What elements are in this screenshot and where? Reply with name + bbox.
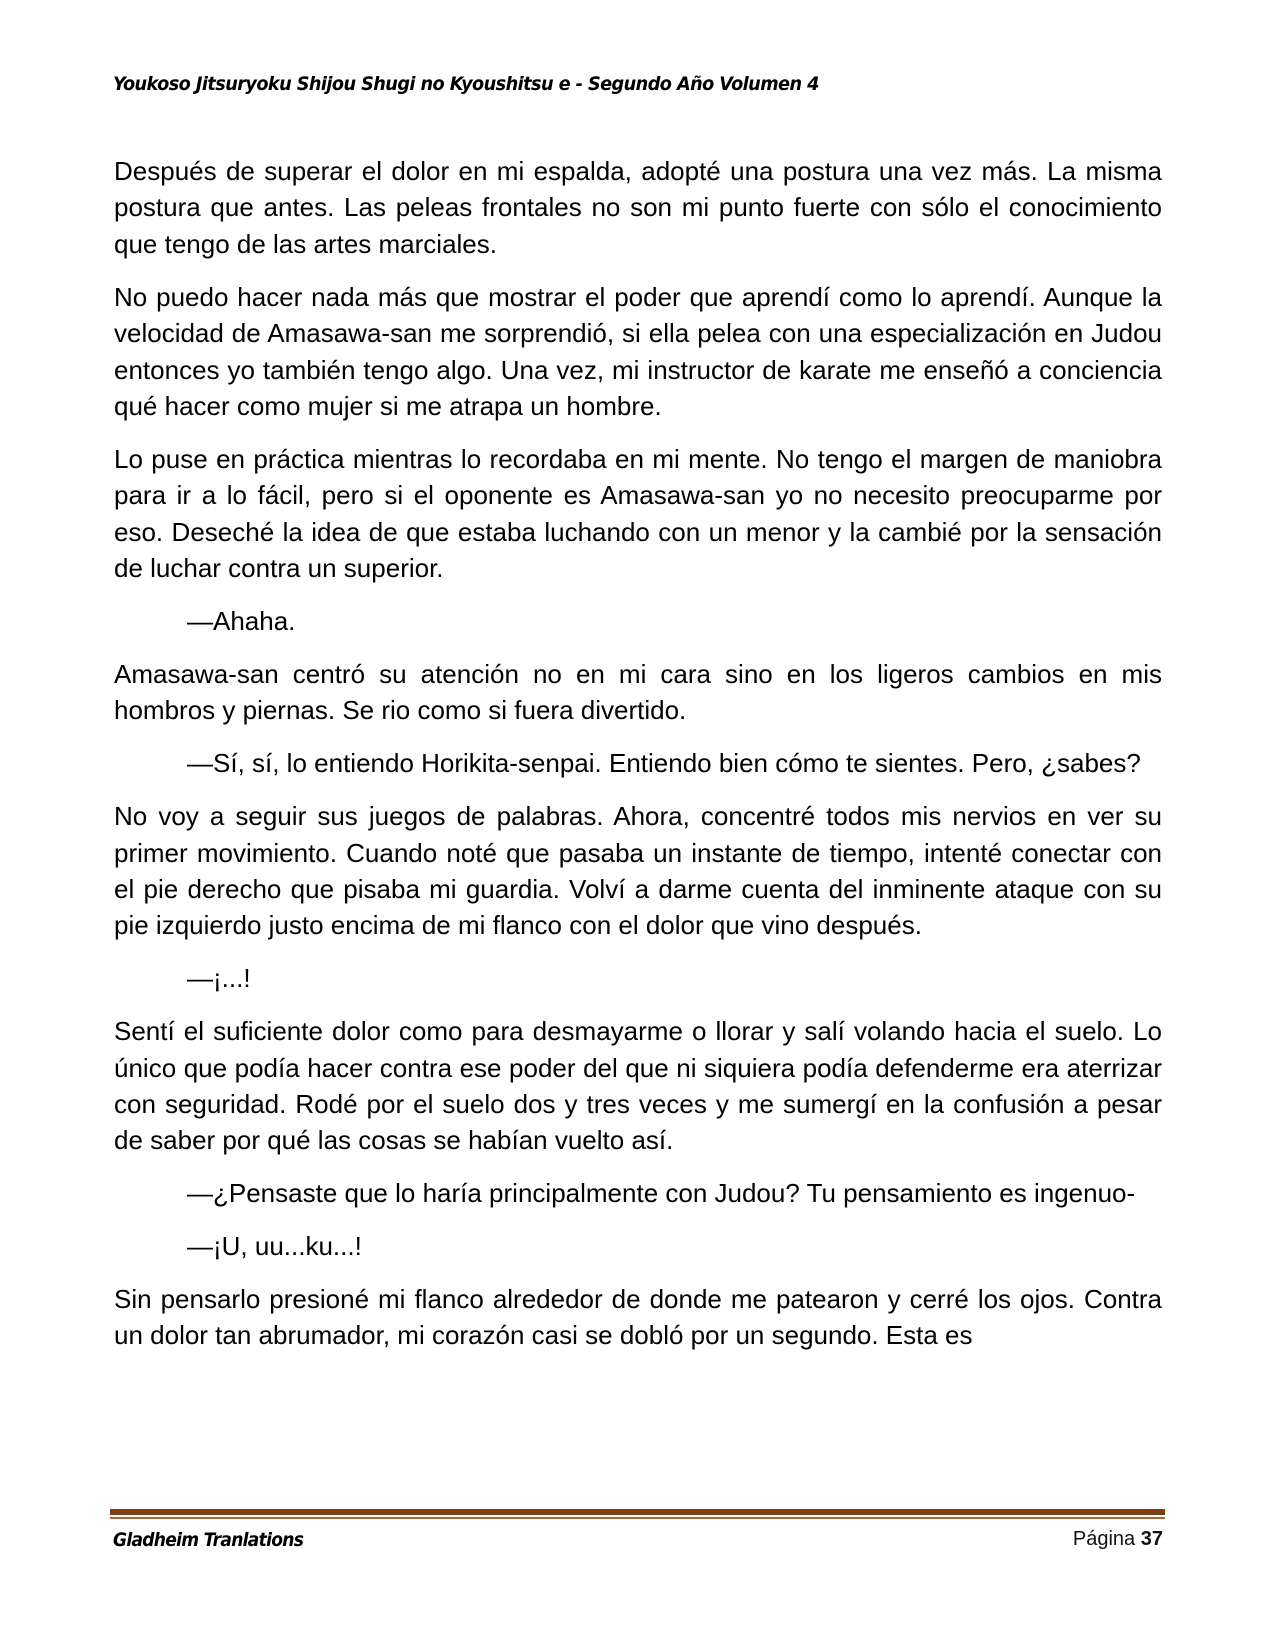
- footer-publisher: Gladheim Tranlations: [113, 1529, 304, 1551]
- paragraph-5: No voy a seguir sus juegos de palabras. Ahora, concentré todos mis nervios en ver su primer movimiento. Cuando noté que pasaba un instante de tiempo, intenté conectar con el pie derecho que pisaba mi guardia. Volví a darme cuenta del inminente ataque con su pie izquierdo justo encima de mi flanco con el dolor que vino después.: [114, 801, 1162, 941]
- page-header-title: Youkoso Jitsuryoku Shijou Shugi no Kyoushitsu e - Segundo Año Volumen 4: [113, 73, 819, 95]
- paragraph-3: Lo puse en práctica mientras lo recordaba en mi mente. No tengo el margen de maniobra para ir a lo fácil, pero si el oponente es Amasawa-san yo no necesito preocuparme por eso. Deseché la idea de que estaba luchando con un menor y la cambié por la sensación de luchar contra un superior.: [114, 443, 1162, 584]
- footer-rule: [110, 1509, 1165, 1515]
- dialogue-line-5: —¡U, uu...ku...!: [187, 1231, 362, 1262]
- paragraph-1: Después de superar el dolor en mi espalda, adopté una postura una vez más. La misma postura que antes. Las peleas frontales no son mi punto fuerte con sólo el conocimiento que tengo de las artes marciales.: [114, 156, 1162, 259]
- paragraph-7: Sin pensarlo presioné mi flanco alrededor de donde me patearon y cerré los ojos. Contra un dolor tan abrumador, mi corazón casi se dobló por un segundo. Esta es: [114, 1284, 1162, 1351]
- page-body: [114, 153, 1162, 1370]
- paragraph-6: Sentí el suficiente dolor como para desmayarme o llorar y salí volando hacia el suelo. Lo único que podía hacer contra ese poder del que ni siquiera podía defenderme era aterrizar con seguridad. Rodé por el suelo dos y tres veces y me sumergí en la confusión a pesar de saber por qué las cosas se habían vuelto así.: [114, 1016, 1162, 1156]
- dialogue-line-2: —Sí, sí, lo entiendo Horikita-senpai. Entiendo bien cómo te sientes. Pero, ¿sabes?: [187, 748, 1141, 779]
- footer-page-indicator: [1073, 1525, 1163, 1553]
- page-label: Página: [1072, 1528, 1136, 1550]
- dialogue-line-3: —¡...!: [187, 963, 251, 994]
- footer-rule-thin: [110, 1517, 1165, 1519]
- paragraph-4: Amasawa-san centró su atención no en mi cara sino en los ligeros cambios en mis hombros y piernas. Se rio como si fuera divertido.: [114, 658, 1162, 726]
- dialogue-line-4: —¿Pensaste que lo haría principalmente con Judou? Tu pensamiento es ingenuo-: [187, 1178, 1136, 1209]
- page-number: 37: [1140, 1528, 1163, 1550]
- dialogue-line-1: —Ahaha.: [187, 605, 296, 636]
- paragraph-2: No puedo hacer nada más que mostrar el poder que aprendí como lo aprendí. Aunque la velocidad de Amasawa-san me sorprendió, si ella pelea con una especialización en Judou entonces yo también tengo algo. Una vez, mi instructor de karate me enseñó a conciencia qué hacer como mujer si me atrapa un hombre.: [114, 281, 1162, 421]
